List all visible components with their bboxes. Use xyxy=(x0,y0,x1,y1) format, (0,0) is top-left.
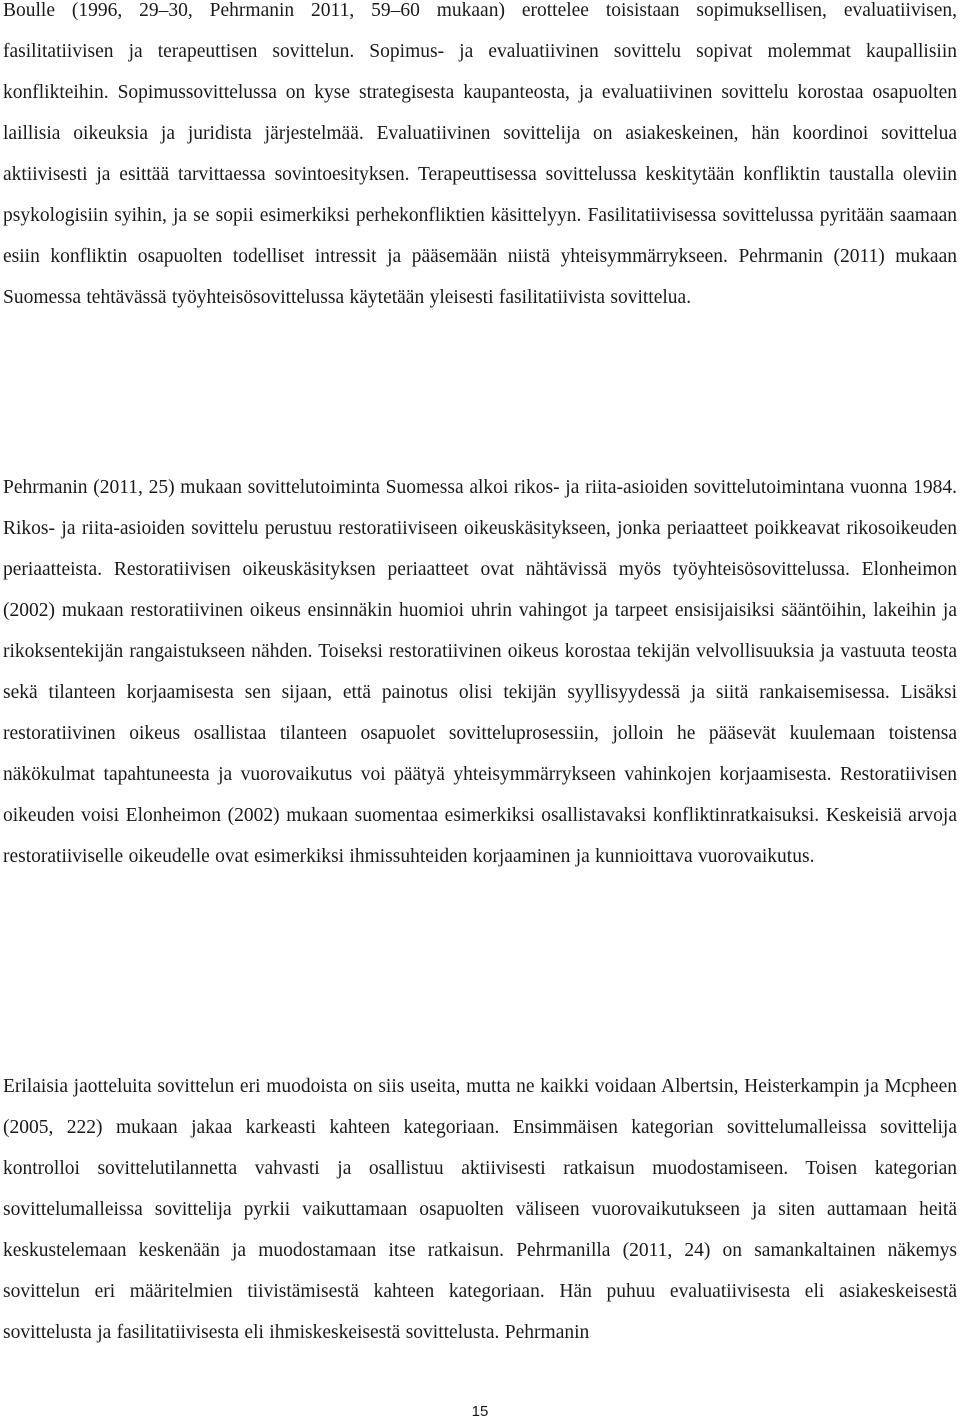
paragraph-3: Erilaisia jaotteluita sovittelun eri muodoista on siis useita, mutta ne kaikki voidaan Albertsin, Heisterkampin ja Mcpheen (2005, 222) mukaan jakaa karkeasti kahteen kategoriaan. Ensimmäisen kategorian sovittelumalleissa sovittelija kontrolloi sovittelutilannetta vahvasti ja osallistuu aktiivisesti ratkaisun muodostamiseen. Toisen kategorian sovittelumalleissa sovittelija pyrkii vaikuttamaan osapuolten väliseen vuorovaikutukseen ja siten auttamaan heitä keskustelemaan keskenään ja muodostamaan itse ratkaisun. Pehrmanilla (2011, 24) on samankaltainen näkemys sovittelun eri määritelmien tiivistämisestä kahteen kategoriaan. Hän puhuu evaluatiivisesta eli asiakeskeisestä sovittelusta ja fasilitatiivisesta eli ihmiskeskeisestä sovittelusta. Pehrmanin xyxy=(3,1076,957,1343)
page-number: 15 xyxy=(471,1403,489,1420)
paragraph-2: Pehrmanin (2011, 25) mukaan sovittelutoiminta Suomessa alkoi rikos- ja riita-asioiden sovittelutoimintana vuonna 1984. Rikos- ja riita-asioiden sovittelu perustuu restoratiiviseen oikeuskäsitykseen, jonka periaatteet poikkeavat rikosoikeuden periaatteista. Restoratiivisen oikeuskäsityksen periaatteet ovat nähtävissä myös työyhteisösovittelussa. Elonheimon (2002) mukaan restoratiivinen oikeus ensinnäkin huomioi uhrin vahingot ja tarpeet ensisijaisiksi sääntöihin, lakeihin ja rikoksentekijän rangaistukseen nähden. Toiseksi restoratiivinen oikeus korostaa tekijän velvollisuuksia ja vastuuta teosta sekä tilanteen korjaamisesta sen sijaan, että painotus olisi tekijän syyllisyydessä ja siitä rankaisemisessa. Lisäksi restoratiivinen oikeus osallistaa tilanteen osapuolet sovitteluprosessiin, jolloin he pääsevät kuulemaan toistensa näkökulmat tapahtuneesta ja vuorovaikutus voi päätyä yhteisymmärrykseen vahinkojen korjaamisesta. Restoratiivisen oikeuden voisi Elonheimon (2002) mukaan suomentaa esimerkiksi osallistavaksi konfliktinratkaisuksi. Keskeisiä arvoja restoratiiviselle oikeudelle ovat esimerkiksi ihmissuhteiden korjaaminen ja kunnioittava vuorovaikutus. xyxy=(3,477,957,867)
paragraph-1: Boulle (1996, 29–30, Pehrmanin 2011, 59–60 mukaan) erottelee toisistaan sopimuksellisen, evaluatiivisen, fasilitatiivisen ja terapeuttisen sovittelun. Sopimus- ja evaluatiivinen sovittelu sopivat molemmat kaupallisiin konflikteihin. Sopimussovittelussa on kyse strategisesta kaupanteosta, ja evaluatiivinen sovittelu korostaa osapuolten laillisia oikeuksia ja juridista järjestelmää. Evaluatiivinen sovittelija on asiakeskeinen, hän koordinoi sovittelua aktiivisesti ja esittää tarvittaessa sovintoesityksen. Terapeuttisessa sovittelussa keskitytään konfliktin taustalla oleviin psykologisiin syihin, ja se sopii esimerkiksi perhekonfliktien käsittelyyn. Fasilitatiivisessa sovittelussa pyritään saamaan esiin konfliktin osapuolten todelliset intressit ja pääsemään niistä yhteisymmärrykseen. Pehrmanin (2011) mukaan Suomessa tehtävässä työyhteisösovittelussa käytetään yleisesti fasilitatiivista sovittelua. xyxy=(3,0,957,308)
